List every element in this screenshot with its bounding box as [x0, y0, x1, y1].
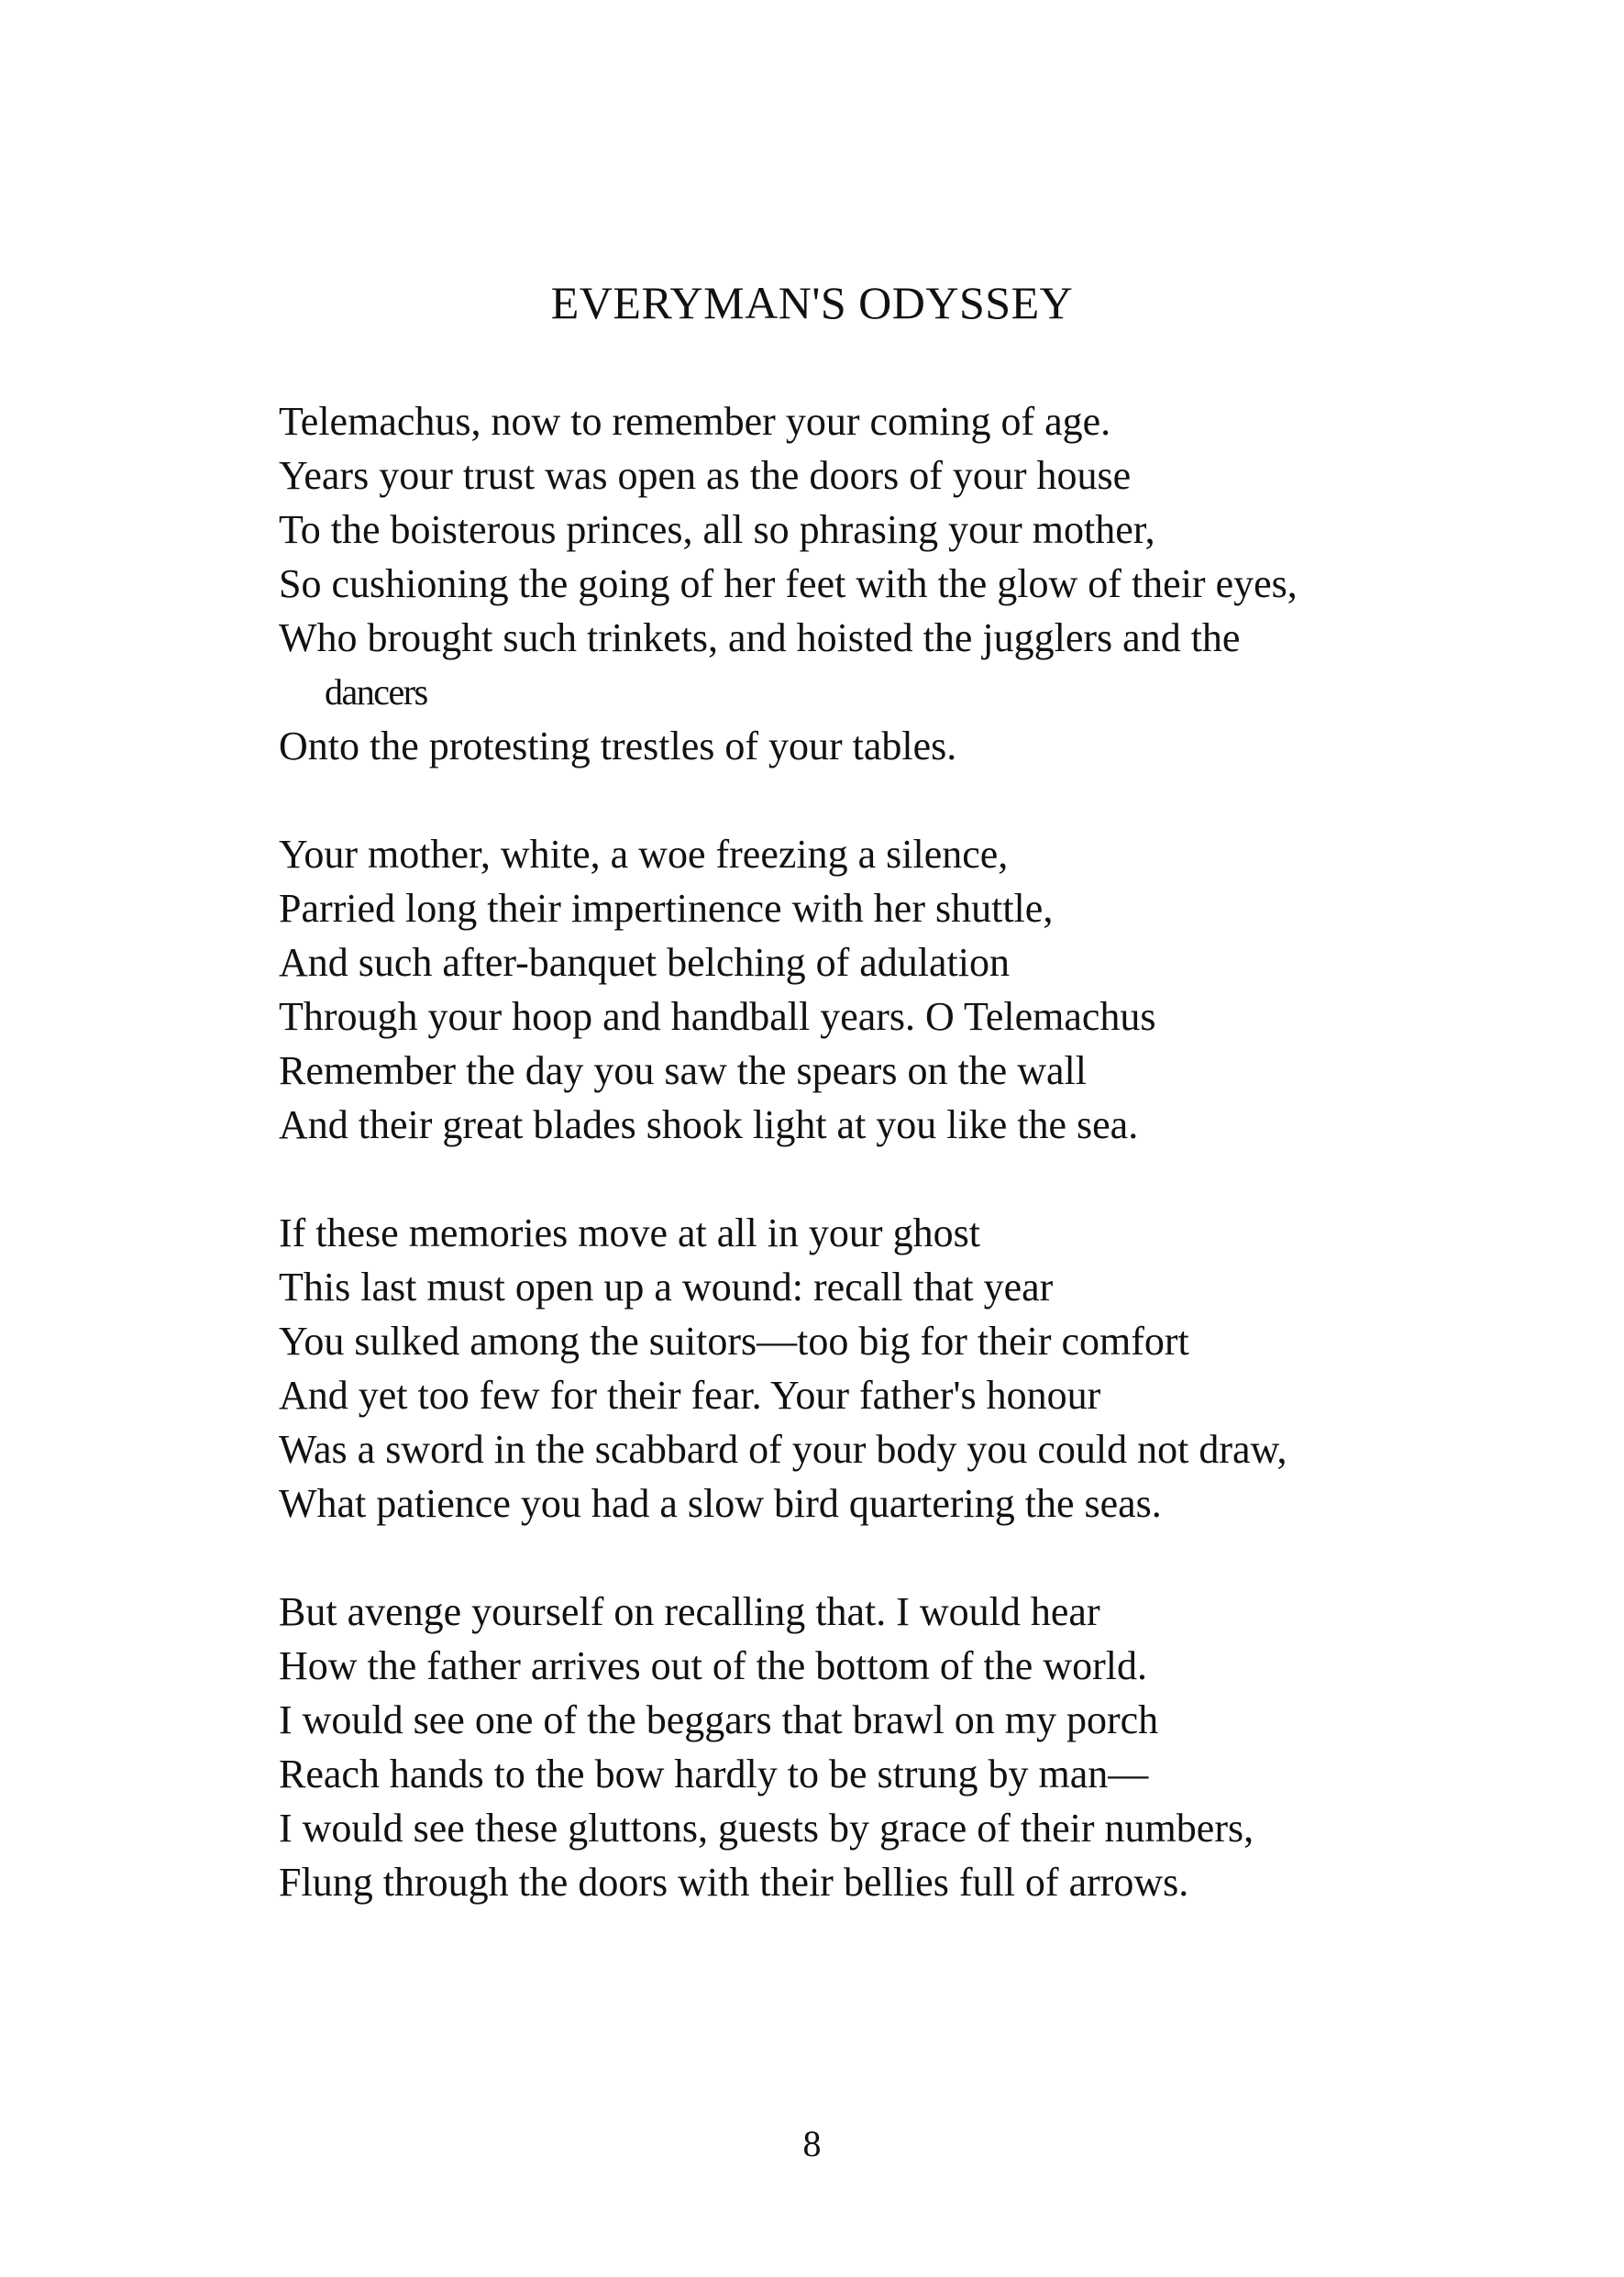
poem-line: Who brought such trinkets, and hoisted the jugglers and the — [279, 615, 1241, 660]
poem-line: To the boisterous princes, all so phrasing your mother, — [279, 507, 1155, 552]
stanza-2 — [279, 827, 1379, 1152]
poem-line: If these memories move at all in your ghost — [279, 1210, 980, 1255]
poem-line: You sulked among the suitors—too big for their comfort — [279, 1319, 1189, 1364]
poem-line: But avenge yourself on recalling that. I would hear — [279, 1589, 1100, 1634]
poem-line: Your mother, white, a woe freezing a silence, — [279, 832, 1009, 877]
poem-line: This last must open up a wound: recall that year — [279, 1265, 1054, 1310]
poem-line: And such after-banquet belching of adulation — [279, 940, 1010, 985]
stanza-3 — [279, 1206, 1379, 1531]
poem-line: Telemachus, now to remember your coming of age. — [279, 399, 1111, 444]
poem-line: Years your trust was open as the doors of your house — [279, 453, 1132, 498]
poem-line: Remember the day you saw the spears on the wall — [279, 1048, 1087, 1093]
poem-line: What patience you had a slow bird quartering the seas. — [279, 1481, 1162, 1526]
poem-line: Flung through the doors with their bellies full of arrows. — [279, 1860, 1189, 1905]
poem-title: EVERYMAN'S ODYSSEY — [550, 277, 1074, 328]
poem-body — [279, 394, 1379, 1963]
stanza-4 — [279, 1585, 1379, 1909]
stanza-1 — [279, 394, 1379, 773]
poem-line: Parried long their impertinence with her shuttle, — [279, 886, 1054, 931]
poem-line: Through your hoop and handball years. O Telemachus — [279, 994, 1156, 1039]
poem-line: I would see these gluttons, guests by grace of their numbers, — [279, 1806, 1254, 1851]
poem-line-continuation: dancers — [325, 671, 427, 713]
poem-line: Reach hands to the bow hardly to be strung by man— — [279, 1752, 1149, 1796]
poem-line: Was a sword in the scabbard of your body you could not draw, — [279, 1427, 1287, 1472]
poem-line: And their great blades shook light at you like the sea. — [279, 1102, 1139, 1147]
poem-line: So cushioning the going of her feet with the glow of their eyes, — [279, 561, 1298, 606]
poem-line: I would see one of the beggars that brawl on my porch — [279, 1697, 1159, 1742]
poem-line: How the father arrives out of the bottom of the world. — [279, 1643, 1147, 1688]
poem-line: And yet too few for their fear. Your father's honour — [279, 1373, 1101, 1418]
poem-line: Onto the protesting trestles of your tables. — [279, 724, 957, 768]
page-number: 8 — [802, 2123, 822, 2164]
